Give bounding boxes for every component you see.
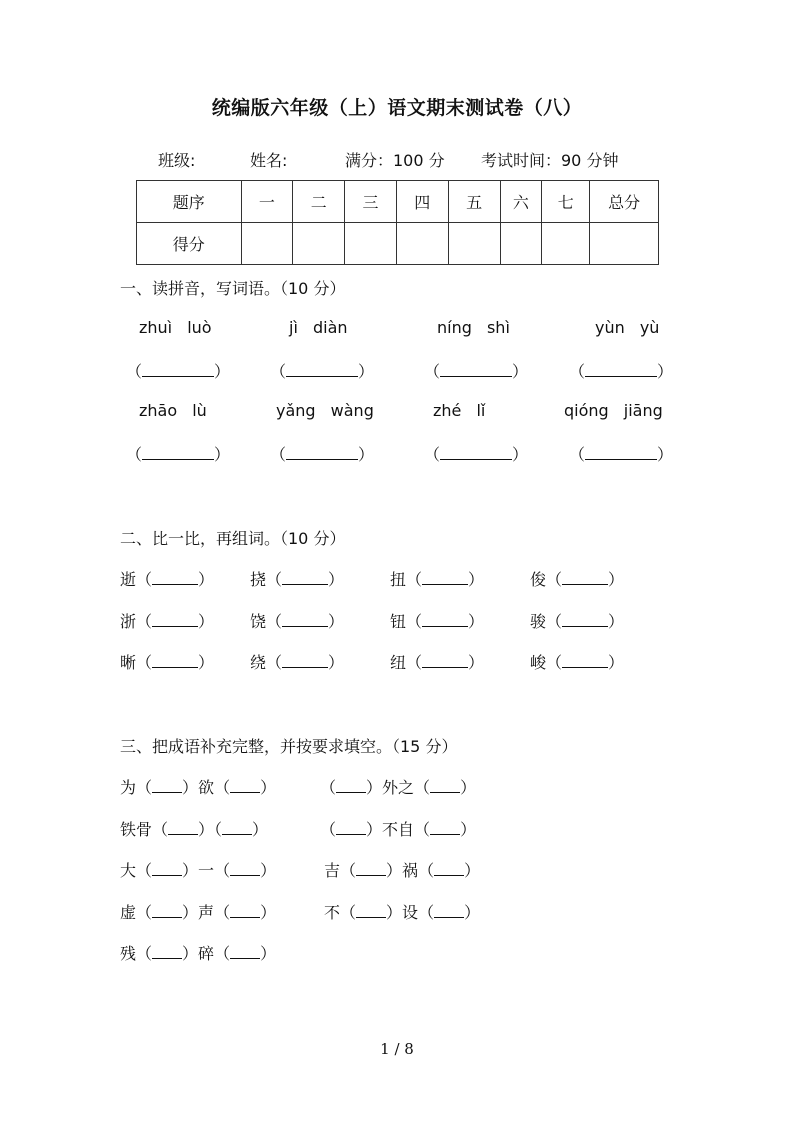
section2-title: 二、比一比，再组词。（10 分） [120,529,346,548]
pinyin: zhāo lù [139,401,207,420]
answer-blank[interactable]: （ ） [270,362,375,381]
exam-time: 考试时间：90 分钟 [481,151,619,170]
score-table [136,180,659,265]
compare-item[interactable]: 纽（ ） [390,653,485,672]
compare-item[interactable]: 逝（ ） [120,570,215,589]
idiom-blank[interactable]: （ ）不自（ ） [320,820,477,839]
exam-title: 统编版六年级（上）语文期末测试卷（八） [211,97,583,119]
pinyin: yùn yù [595,318,660,337]
section3-title: 三、把成语补充完整，并按要求填空。（15 分） [120,737,458,756]
score-cell[interactable] [293,223,345,265]
name-label: 姓名: [250,151,288,170]
compare-item[interactable]: 俊（ ） [530,570,625,589]
header-cell: 四 [396,181,448,223]
score-cell[interactable] [345,223,397,265]
header-cell: 五 [448,181,500,223]
pinyin: jì diàn [289,318,348,337]
score-value-row [137,223,659,265]
pinyin: zhuì luò [139,318,212,337]
answer-blank[interactable]: （ ） [126,362,231,381]
answer-blank[interactable]: （ ） [569,362,674,381]
idiom-blank[interactable]: 大（ ）一（ ） [120,861,277,880]
answer-blank[interactable]: （ ） [424,445,529,464]
header-cell: 七 [542,181,590,223]
full-score: 满分：100 分 [345,151,445,170]
score-cell[interactable] [241,223,293,265]
idiom-blank[interactable]: 为（ ）欲（ ） [120,778,277,797]
student-info [0,148,794,170]
compare-item[interactable]: 骏（ ） [530,612,625,631]
compare-item[interactable]: 峻（ ） [530,653,625,672]
answer-blank[interactable]: （ ） [569,445,674,464]
score-cell[interactable] [448,223,500,265]
score-row-label: 得分 [137,223,242,265]
header-cell: 一 [241,181,293,223]
idiom-blank[interactable]: 吉（ ）祸（ ） [324,861,481,880]
compare-item[interactable]: 挠（ ） [250,570,345,589]
compare-item[interactable]: 浙（ ） [120,612,215,631]
idiom-blank[interactable]: （ ）外之（ ） [320,778,477,797]
answer-blank[interactable]: （ ） [270,445,375,464]
score-cell[interactable] [542,223,590,265]
header-cell: 题序 [137,181,242,223]
pinyin: zhé lǐ [433,401,486,420]
answer-blank[interactable]: （ ） [126,445,231,464]
pinyin: qióng jiāng [564,401,663,420]
compare-item[interactable]: 扭（ ） [390,570,485,589]
pinyin: níng shì [437,318,510,337]
score-cell[interactable] [500,223,542,265]
score-cell[interactable] [590,223,659,265]
idiom-blank[interactable]: 不（ ）设（ ） [324,903,481,922]
compare-item[interactable]: 钮（ ） [390,612,485,631]
idiom-blank[interactable]: 虚（ ）声（ ） [120,903,277,922]
class-label: 班级: [158,151,196,170]
header-cell: 三 [345,181,397,223]
score-header-row [137,181,659,223]
header-cell: 总分 [590,181,659,223]
page-number: 1 / 8 [380,1040,414,1058]
pinyin: yǎng wàng [276,401,374,420]
header-cell: 六 [500,181,542,223]
section1-title: 一、读拼音，写词语。（10 分） [120,279,346,298]
compare-item[interactable]: 晰（ ） [120,653,215,672]
score-cell[interactable] [396,223,448,265]
answer-blank[interactable]: （ ） [424,362,529,381]
idiom-blank[interactable]: 残（ ）碎（ ） [120,944,277,963]
idiom-blank[interactable]: 铁骨（ ）（ ） [120,820,269,839]
header-cell: 二 [293,181,345,223]
compare-item[interactable]: 绕（ ） [250,653,345,672]
compare-item[interactable]: 饶（ ） [250,612,345,631]
